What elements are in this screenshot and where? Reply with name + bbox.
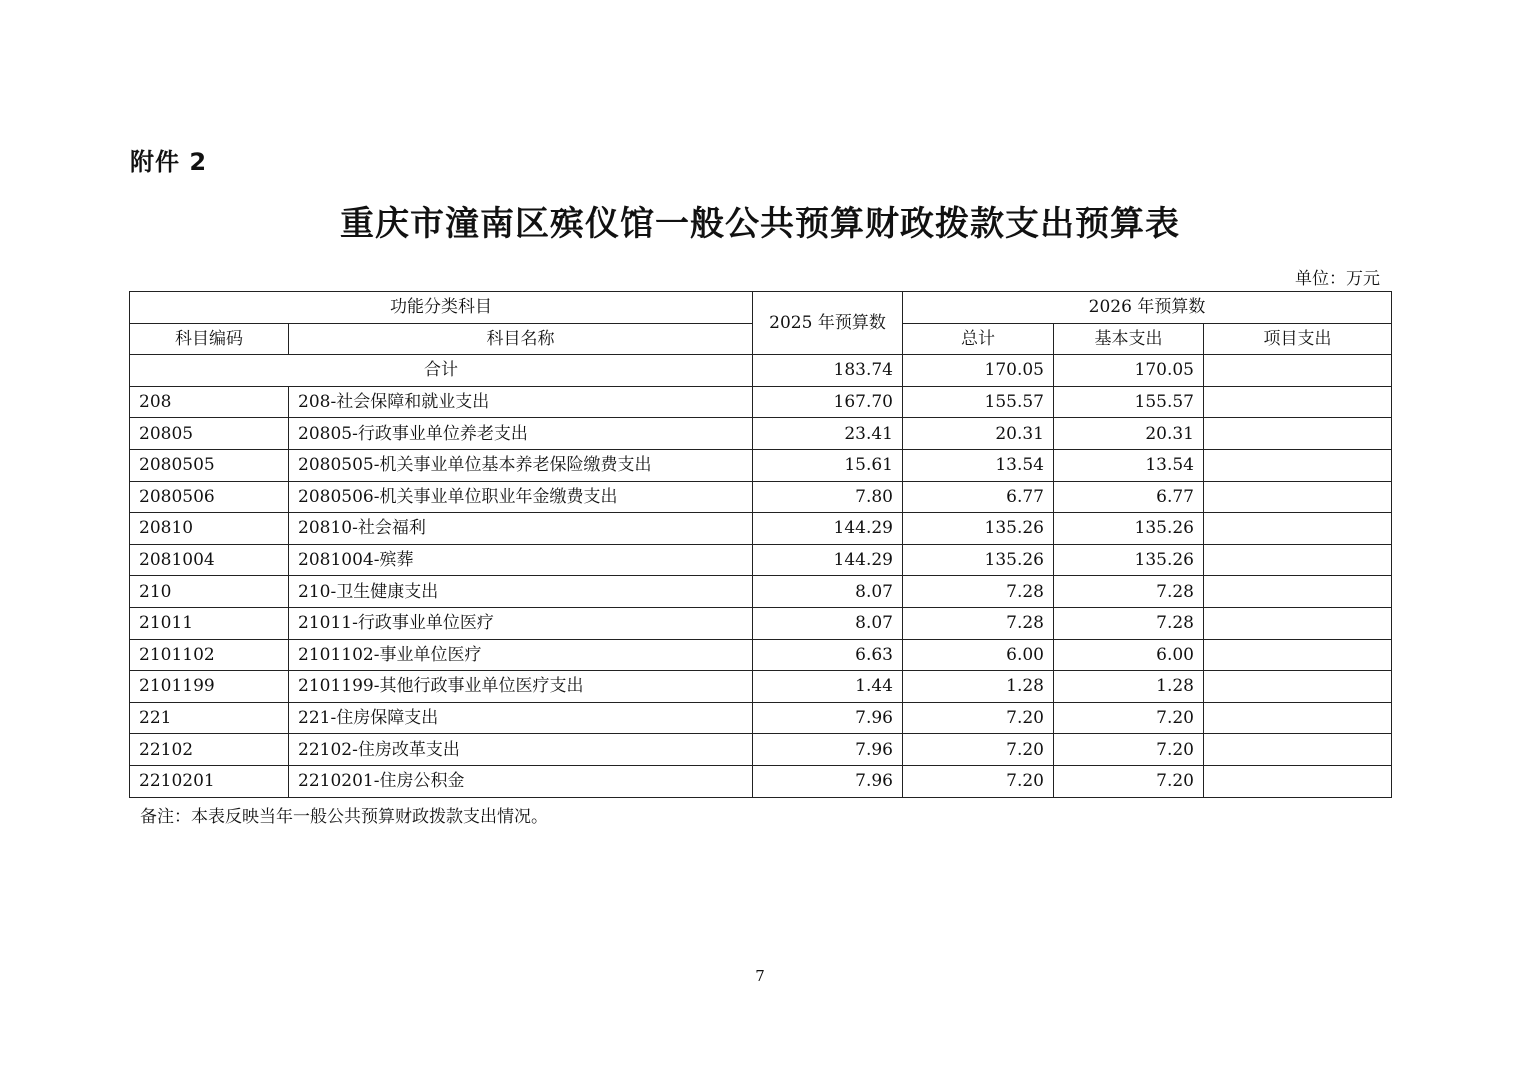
cell-budget-2025: 23.41: [753, 418, 903, 450]
cell-code: 20810: [130, 513, 289, 545]
cell-name: 20810-社会福利: [289, 513, 753, 545]
cell-basic: 7.28: [1054, 607, 1204, 639]
cell-budget-2025: 6.63: [753, 639, 903, 671]
cell-code: 2080505: [130, 449, 289, 481]
table-body: [130, 355, 1392, 797]
total-basic: 170.05: [1054, 355, 1204, 387]
header-budget-2026: 2026 年预算数: [903, 292, 1392, 324]
cell-code: 2210201: [130, 765, 289, 797]
cell-basic: 135.26: [1054, 544, 1204, 576]
cell-basic: 20.31: [1054, 418, 1204, 450]
cell-project: [1204, 639, 1392, 671]
header-project: 项目支出: [1204, 323, 1392, 355]
cell-project: [1204, 734, 1392, 766]
cell-total: 135.26: [903, 513, 1054, 545]
cell-total: 6.77: [903, 481, 1054, 513]
cell-project: [1204, 702, 1392, 734]
table-row: [130, 513, 1392, 545]
cell-name: 2080506-机关事业单位职业年金缴费支出: [289, 481, 753, 513]
table-row: [130, 544, 1392, 576]
page-title: 重庆市潼南区殡仪馆一般公共预算财政拨款支出预算表: [340, 204, 1180, 244]
header-total: 总计: [903, 323, 1054, 355]
cell-total: 13.54: [903, 449, 1054, 481]
cell-name: 208-社会保障和就业支出: [289, 386, 753, 418]
table-row: [130, 418, 1392, 450]
footnote: 备注：本表反映当年一般公共预算财政拨款支出情况。: [140, 807, 548, 827]
table-row: [130, 607, 1392, 639]
header-basic: 基本支出: [1054, 323, 1204, 355]
cell-code: 2101102: [130, 639, 289, 671]
total-total: 170.05: [903, 355, 1054, 387]
cell-total: 7.20: [903, 702, 1054, 734]
table-row: [130, 765, 1392, 797]
cell-code: 2080506: [130, 481, 289, 513]
page-number: 7: [755, 967, 765, 985]
cell-code: 22102: [130, 734, 289, 766]
cell-budget-2025: 8.07: [753, 576, 903, 608]
cell-name: 21011-行政事业单位医疗: [289, 607, 753, 639]
cell-budget-2025: 7.80: [753, 481, 903, 513]
cell-project: [1204, 418, 1392, 450]
cell-basic: 13.54: [1054, 449, 1204, 481]
cell-total: 7.28: [903, 576, 1054, 608]
header-name: 科目名称: [289, 323, 753, 355]
cell-total: 6.00: [903, 639, 1054, 671]
cell-name: 2210201-住房公积金: [289, 765, 753, 797]
table-row: [130, 734, 1392, 766]
cell-total: 135.26: [903, 544, 1054, 576]
cell-basic: 7.20: [1054, 734, 1204, 766]
attachment-label: 附件 2: [130, 148, 208, 176]
table-row: [130, 702, 1392, 734]
table-row: [130, 481, 1392, 513]
cell-budget-2025: 7.96: [753, 702, 903, 734]
cell-project: [1204, 386, 1392, 418]
cell-name: 22102-住房改革支出: [289, 734, 753, 766]
cell-name: 2080505-机关事业单位基本养老保险缴费支出: [289, 449, 753, 481]
cell-budget-2025: 144.29: [753, 513, 903, 545]
table-row: [130, 671, 1392, 703]
cell-basic: 135.26: [1054, 513, 1204, 545]
cell-project: [1204, 544, 1392, 576]
cell-basic: 7.20: [1054, 702, 1204, 734]
cell-project: [1204, 449, 1392, 481]
cell-budget-2025: 167.70: [753, 386, 903, 418]
header-budget-2025: 2025 年预算数: [753, 292, 903, 355]
total-budget-2025: 183.74: [753, 355, 903, 387]
cell-total: 1.28: [903, 671, 1054, 703]
table-row: [130, 576, 1392, 608]
cell-budget-2025: 15.61: [753, 449, 903, 481]
cell-project: [1204, 607, 1392, 639]
cell-basic: 1.28: [1054, 671, 1204, 703]
total-row: [130, 355, 1392, 387]
cell-basic: 6.00: [1054, 639, 1204, 671]
cell-project: [1204, 765, 1392, 797]
unit-label: 单位：万元: [1295, 269, 1380, 289]
cell-basic: 7.20: [1054, 765, 1204, 797]
cell-budget-2025: 1.44: [753, 671, 903, 703]
cell-code: 2101199: [130, 671, 289, 703]
cell-basic: 7.28: [1054, 576, 1204, 608]
cell-total: 7.20: [903, 765, 1054, 797]
cell-name: 210-卫生健康支出: [289, 576, 753, 608]
cell-total: 20.31: [903, 418, 1054, 450]
cell-project: [1204, 513, 1392, 545]
total-project: [1204, 355, 1392, 387]
cell-budget-2025: 144.29: [753, 544, 903, 576]
cell-code: 221: [130, 702, 289, 734]
cell-basic: 6.77: [1054, 481, 1204, 513]
cell-code: 2081004: [130, 544, 289, 576]
cell-name: 2101199-其他行政事业单位医疗支出: [289, 671, 753, 703]
cell-budget-2025: 8.07: [753, 607, 903, 639]
table-row: [130, 639, 1392, 671]
cell-budget-2025: 7.96: [753, 734, 903, 766]
header-row-1: [130, 292, 1392, 324]
cell-code: 208: [130, 386, 289, 418]
table-row: [130, 386, 1392, 418]
cell-name: 2081004-殡葬: [289, 544, 753, 576]
cell-project: [1204, 671, 1392, 703]
cell-budget-2025: 7.96: [753, 765, 903, 797]
cell-total: 7.20: [903, 734, 1054, 766]
budget-table: [129, 291, 1392, 798]
header-code: 科目编码: [130, 323, 289, 355]
cell-code: 210: [130, 576, 289, 608]
cell-name: 2101102-事业单位医疗: [289, 639, 753, 671]
cell-total: 155.57: [903, 386, 1054, 418]
cell-code: 21011: [130, 607, 289, 639]
table-row: [130, 449, 1392, 481]
cell-code: 20805: [130, 418, 289, 450]
header-function-category: 功能分类科目: [130, 292, 753, 324]
cell-basic: 155.57: [1054, 386, 1204, 418]
cell-project: [1204, 481, 1392, 513]
cell-total: 7.28: [903, 607, 1054, 639]
cell-name: 221-住房保障支出: [289, 702, 753, 734]
cell-project: [1204, 576, 1392, 608]
total-label: 合计: [130, 355, 753, 387]
cell-name: 20805-行政事业单位养老支出: [289, 418, 753, 450]
